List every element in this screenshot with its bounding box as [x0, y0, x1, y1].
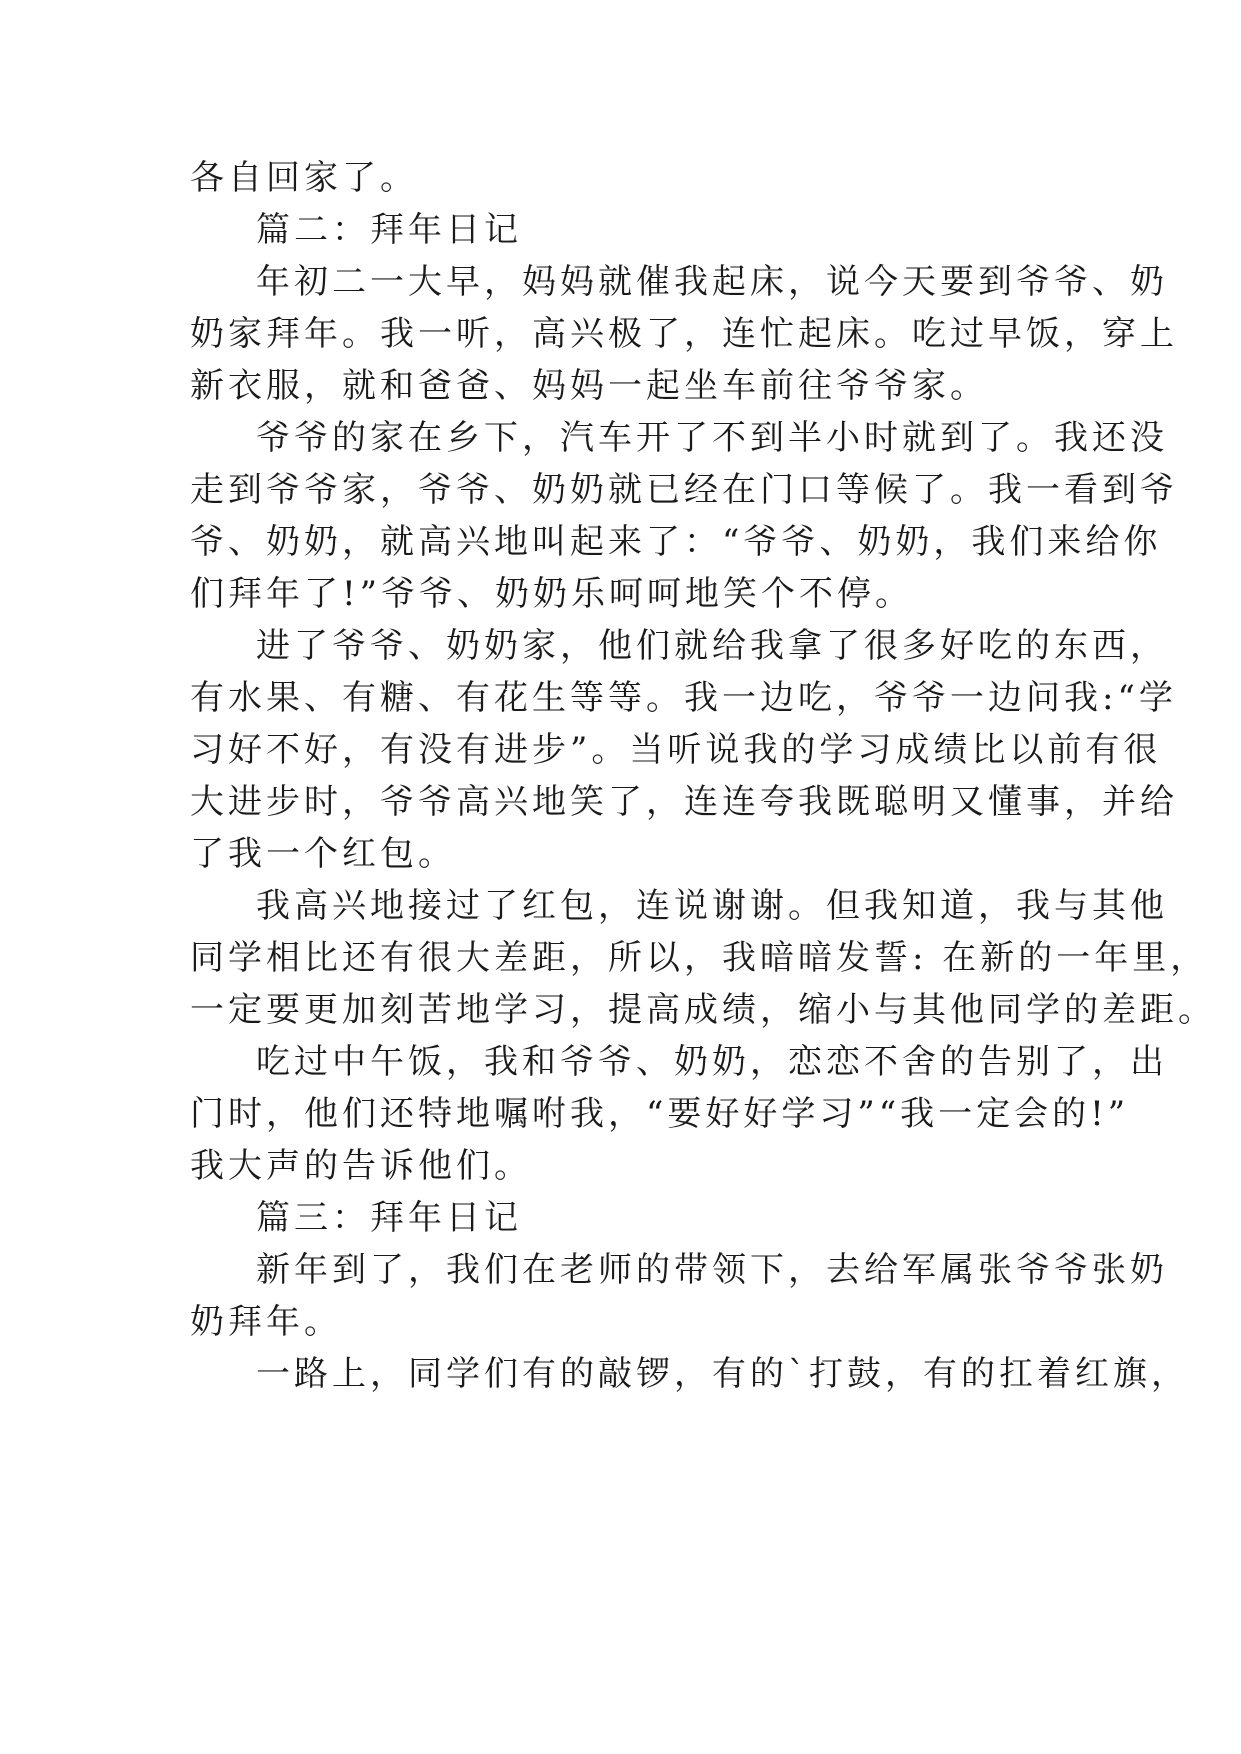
- text-line: 我大声的告诉他们。: [190, 1146, 532, 1186]
- section-heading: 篇二：拜年日记: [256, 210, 522, 250]
- text-line: 门时，他们还特地嘱咐我，“要好好学习”“我一定会的!”: [190, 1094, 1130, 1134]
- text-line: 我高兴地接过了红包，连说谢谢。但我知道，我与其他: [256, 886, 1168, 926]
- section-heading: 篇三：拜年日记: [256, 1198, 522, 1238]
- text-line: 走到爷爷家，爷爷、奶奶就已经在门口等候了。我一看到爷: [190, 470, 1178, 510]
- text-line: 了我一个红包。: [190, 834, 456, 874]
- text-line: 们拜年了!”爷爷、奶奶乐呵呵地笑个不停。: [190, 574, 914, 614]
- text-line: 一路上，同学们有的敲锣，有的`打鼓，有的扛着红旗，: [256, 1354, 1189, 1394]
- text-line: 进了爷爷、奶奶家，他们就给我拿了很多好吃的东西，: [256, 626, 1168, 666]
- text-line: 奶家拜年。我一听，高兴极了，连忙起床。吃过早饭，穿上: [190, 314, 1178, 354]
- text-line: 爷爷的家在乡下，汽车开了不到半小时就到了。我还没: [256, 418, 1168, 458]
- text-line: 新衣服，就和爸爸、妈妈一起坐车前往爷爷家。: [190, 366, 988, 406]
- text-line: 爷、奶奶，就高兴地叫起来了：“爷爷、奶奶，我们来给你: [190, 522, 1162, 562]
- text-line: 习好不好，有没有进步”。当听说我的学习成绩比以前有很: [190, 730, 1162, 770]
- text-line: 同学相比还有很大差距，所以，我暗暗发誓: 在新的一年里，: [190, 938, 1209, 978]
- text-line: 一定要更加刻苦地学习，提高成绩，缩小与其他同学的差距。: [190, 990, 1216, 1030]
- document-body: [190, 152, 1216, 1400]
- text-line: 有水果、有糖、有花生等等。我一边吃，爷爷一边问我:“学: [190, 678, 1177, 718]
- text-line: 吃过中午饭，我和爷爷、奶奶，恋恋不舍的告别了，出: [256, 1042, 1168, 1082]
- text-line: 各自回家了。: [190, 158, 418, 198]
- text-line: 新年到了，我们在老师的带领下，去给军属张爷爷张奶: [256, 1250, 1168, 1290]
- text-line: 大进步时，爷爷高兴地笑了，连连夸我既聪明又懂事，并给: [190, 782, 1178, 822]
- text-line: 奶拜年。: [190, 1302, 342, 1342]
- text-line: 年初二一大早，妈妈就催我起床，说今天要到爷爷、奶: [256, 262, 1168, 302]
